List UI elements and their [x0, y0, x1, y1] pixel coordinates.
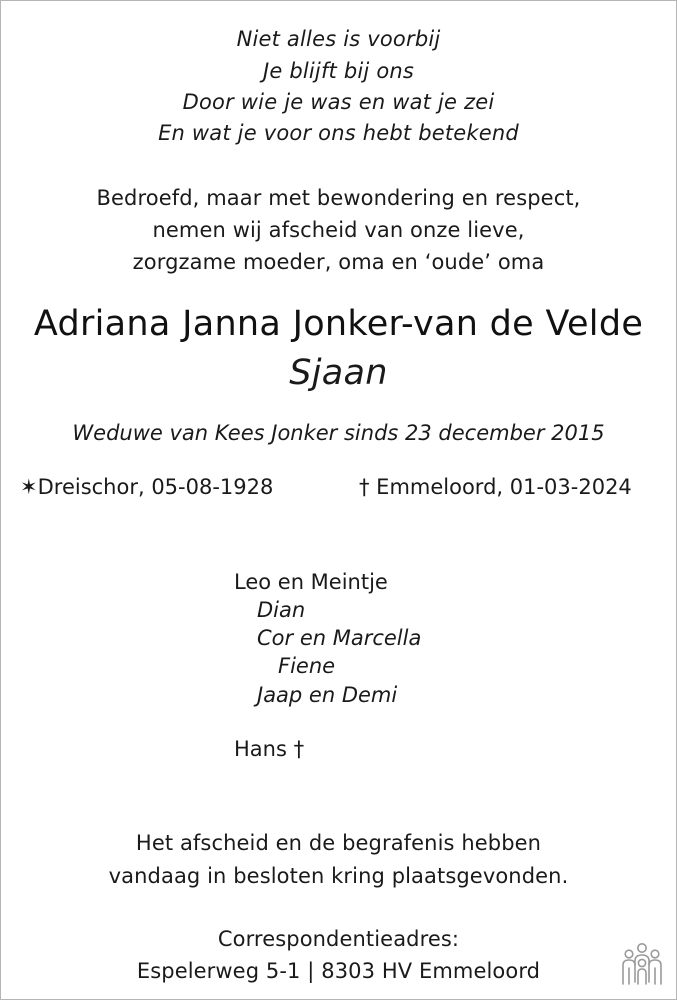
family-cor-marcella: Cor en Marcella [257, 626, 422, 650]
poem-line-1: Niet alles is voorbij [236, 27, 441, 51]
family-fiene: Fiene [278, 654, 336, 678]
deceased-nickname: Sjaan [289, 353, 388, 393]
poem-line-4: En wat je voor ons hebt betekend [158, 121, 519, 145]
death-date: † Emmeloord, 01-03-2024 [359, 475, 632, 499]
intro-line-1: Bedroefd, maar met bewondering en respect, [96, 186, 581, 210]
intro-line-2: nemen wij afscheid van onze lieve, [152, 218, 525, 242]
closing-line-2: vandaag in besloten kring plaatsgevonden. [108, 864, 569, 888]
people-group-icon [618, 942, 666, 988]
correspondence-label: Correspondentieadres: [217, 927, 460, 951]
family-dian: Dian [257, 598, 306, 622]
birth-date: ✶Dreischor, 05-08-1928 [20, 475, 274, 499]
family-hans: Hans † [234, 737, 305, 761]
closing-line-1: Het afscheid en de begrafenis hebben [135, 831, 542, 855]
family-jaap-demi: Jaap en Demi [257, 683, 398, 707]
intro-line-3: zorgzame moeder, oma en ‘oude’ oma [132, 250, 545, 274]
deceased-full-name: Adriana Janna Jonker-van de Velde [33, 304, 644, 344]
family-leo-meintje: Leo en Meintje [234, 570, 388, 594]
poem-line-2: Je blijft bij ons [262, 59, 415, 83]
poem-line-3: Door wie je was en wat je zei [182, 90, 495, 114]
correspondence-address: Espelerweg 5-1 | 8303 HV Emmeloord [136, 959, 541, 983]
widow-line: Weduwe van Kees Jonker sinds 23 december 2015 [72, 421, 605, 445]
